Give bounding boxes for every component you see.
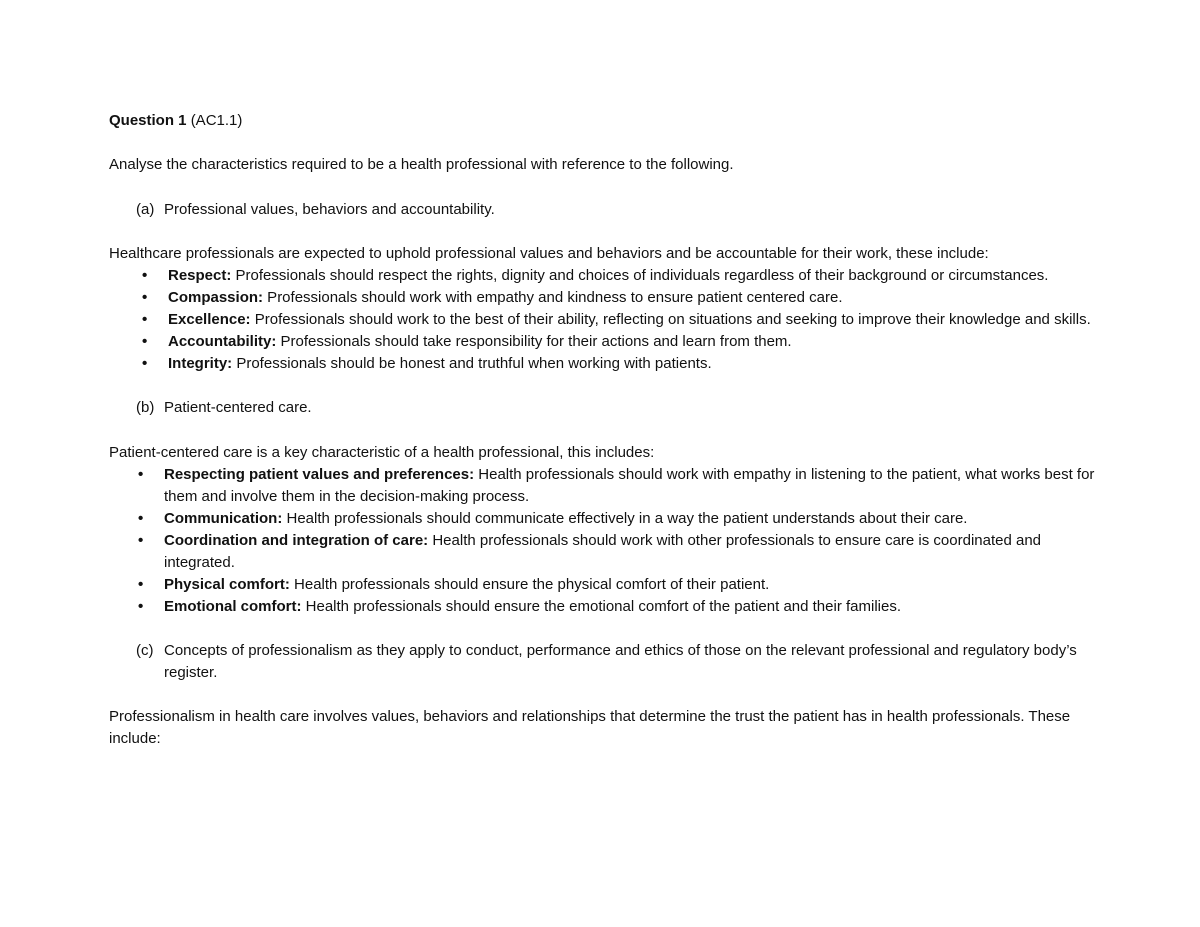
section-a-marker: (a) bbox=[136, 201, 155, 218]
item-text: Health professionals should work with other professionals to ensure care is coordinated and integrated. bbox=[164, 532, 1042, 571]
bullet-icon: • bbox=[142, 355, 148, 372]
item-text: Health professionals should communicate effectively in a way the patient understands about their care. bbox=[282, 510, 968, 527]
section-a-lead: Healthcare professionals are expected to uphold professional values and behaviors and be accountable for their work, these include: bbox=[109, 245, 989, 262]
section-c-lead: Professionalism in health care involves values, behaviors and relationships that determine the trust the patient has in health professionals. These include: bbox=[109, 708, 1071, 747]
bullet-icon: • bbox=[142, 311, 148, 328]
item-text: Health professionals should ensure the physical comfort of their patient. bbox=[289, 576, 770, 593]
bullet-icon: • bbox=[138, 576, 144, 593]
section-c-heading-text: Concepts of professionalism as they apply to conduct, performance and ethics of those on the relevant professional and regulatory body’s register. bbox=[164, 642, 1077, 681]
item-text: Professionals should work with empathy and kindness to ensure patient centered care. bbox=[263, 289, 843, 306]
item-text: Professionals should take responsibility for their actions and learn from them. bbox=[276, 333, 792, 350]
section-a-heading bbox=[109, 199, 1109, 221]
bullet-icon: • bbox=[138, 532, 144, 549]
item-term: Integrity: bbox=[168, 355, 233, 372]
bullet-icon: • bbox=[138, 466, 144, 483]
question-code: (AC1.1) bbox=[190, 112, 243, 129]
list-item bbox=[109, 265, 1109, 287]
section-b-list bbox=[109, 464, 1109, 618]
item-term: Respect: bbox=[168, 267, 232, 284]
list-item bbox=[109, 287, 1109, 309]
item-text: Health professionals should ensure the emotional comfort of the patient and their families. bbox=[301, 598, 902, 615]
section-c-marker: (c) bbox=[136, 642, 154, 659]
item-term: Emotional comfort: bbox=[164, 598, 302, 615]
intro-paragraph: Analyse the characteristics required to be a health professional with reference to the following. bbox=[109, 156, 734, 173]
section-a-list bbox=[109, 265, 1109, 375]
list-item bbox=[109, 530, 1109, 574]
document-page bbox=[109, 110, 1109, 750]
list-item bbox=[109, 309, 1109, 331]
section-c-heading bbox=[109, 640, 1109, 684]
bullet-icon: • bbox=[142, 267, 148, 284]
section-b-marker: (b) bbox=[136, 399, 155, 416]
item-term: Excellence: bbox=[168, 311, 251, 328]
bullet-icon: • bbox=[142, 333, 148, 350]
question-title bbox=[109, 110, 1109, 132]
section-a-heading-text: Professional values, behaviors and accountability. bbox=[164, 201, 495, 218]
item-term: Compassion: bbox=[168, 289, 264, 306]
item-text: Professionals should be honest and truthful when working with patients. bbox=[232, 355, 712, 372]
item-term: Communication: bbox=[164, 510, 283, 527]
bullet-icon: • bbox=[142, 289, 148, 306]
item-text: Health professionals should work with empathy in listening to the patient, what works best for them and involve them in the decision-making process. bbox=[164, 466, 1095, 505]
item-term: Accountability: bbox=[168, 333, 277, 350]
list-item bbox=[109, 464, 1109, 508]
question-label: Question 1 bbox=[109, 112, 187, 129]
bullet-icon: • bbox=[138, 510, 144, 527]
list-item bbox=[109, 508, 1109, 530]
item-term: Coordination and integration of care: bbox=[164, 532, 429, 549]
item-term: Respecting patient values and preferences: bbox=[164, 466, 475, 483]
item-text: Professionals should work to the best of their ability, reflecting on situations and seeking to improve their knowledge and skills. bbox=[250, 311, 1091, 328]
list-item bbox=[109, 574, 1109, 596]
item-term: Physical comfort: bbox=[164, 576, 290, 593]
section-b-lead: Patient-centered care is a key characteristic of a health professional, this includes: bbox=[109, 444, 655, 461]
bullet-icon: • bbox=[138, 598, 144, 615]
item-text: Professionals should respect the rights, dignity and choices of individuals regardless of their background or circumstances. bbox=[231, 267, 1049, 284]
section-b-heading bbox=[109, 397, 1109, 419]
section-b-heading-text: Patient-centered care. bbox=[164, 399, 312, 416]
list-item bbox=[109, 331, 1109, 353]
list-item bbox=[109, 353, 1109, 375]
list-item bbox=[109, 596, 1109, 618]
